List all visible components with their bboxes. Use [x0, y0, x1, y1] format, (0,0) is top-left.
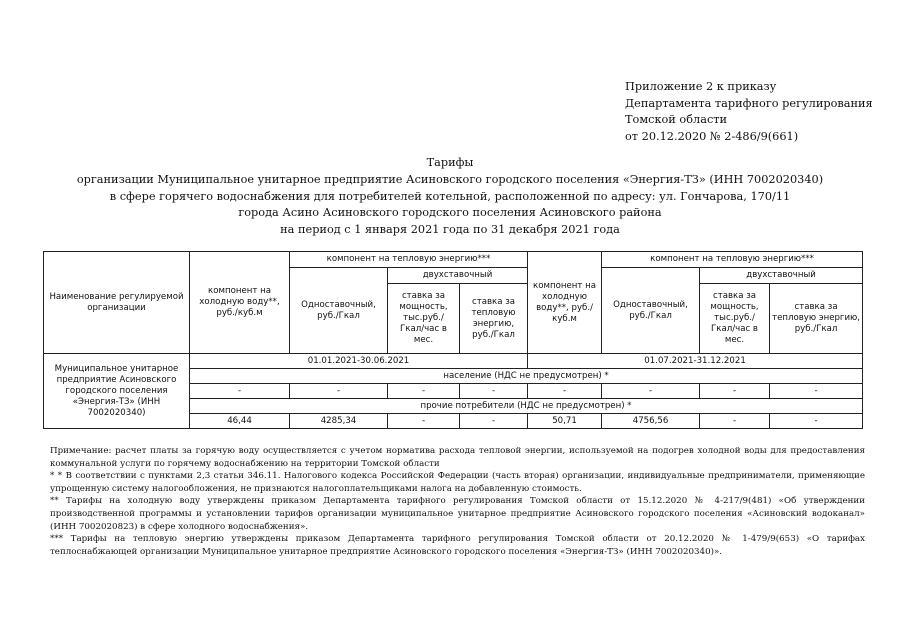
heat-energy-header-1: компонент на тепловую энергию*** [290, 252, 528, 268]
population-capacity-rate-h1: - [388, 384, 460, 399]
note-vat: * * В соответствии с пунктами 2,3 статьи 346.11. Налогового кодекса Российской Федерации (часть вторая) организации, индивидуальные предприниматели, применяющие упрощенную систему налогообложения, не признаются налогоплательщиками налога на добавленную стоимость. [50, 471, 865, 494]
capacity-rate-header-1: ставка за мощность, тыс.руб./ Гкал/час в мес. [388, 284, 460, 354]
org-column-header: Наименование регулируемой организации [44, 252, 190, 354]
note-cold-water: ** Тарифы на холодную воду утверждены приказом Департамента тарифного регулирования Томской области от 15.12.2020 № 4-217/9(481) «Об утверждении производственной программы и установлении тарифов организации муниципальное унитарное предприятие Асиновского городского поселения «Асиновский водоканал» (ИНН 7002020823) в сфере холодного водоснабжения». [50, 496, 865, 532]
population-capacity-rate-h2: - [700, 384, 770, 399]
heat-energy-header-2: компонент на тепловую энергию*** [602, 252, 863, 268]
other-single-rate-h1: 4285,34 [290, 414, 388, 429]
period-first-half: 01.01.2021-30.06.2021 [190, 354, 528, 369]
two-rate-header-2: двухставочный [700, 268, 863, 284]
population-single-rate-h1: - [290, 384, 388, 399]
energy-rate-header-2: ставка за тепловую энергию, руб./Гкал [770, 284, 863, 354]
population-energy-rate-h1: - [460, 384, 528, 399]
appendix-line: Приложение 2 к приказу [625, 80, 777, 93]
title-scope: в сфере горячего водоснабжения для потребителей котельной, расположенной по адресу: ул. Гончарова, 170/11 [109, 189, 791, 203]
appendix-line: Департамента тарифного регулирования [625, 96, 873, 110]
cold-water-header-2: компонент на холодную воду**, руб./куб.м [528, 252, 602, 354]
group-population: население (НДС не предусмотрен) * [190, 369, 863, 384]
tariff-table [43, 251, 863, 429]
note-main: Примечание: расчет платы за горячую воду осуществляется с учетом норматива расхода тепловой энергии, используемой на подогрев холодной воды для предоставления коммунальной услуги по горячему водоснабжению на территории Томской области [50, 446, 865, 469]
other-energy-rate-h1: - [460, 414, 528, 429]
other-single-rate-h2: 4756,56 [602, 414, 700, 429]
period-second-half: 01.07.2021-31.12.2021 [528, 354, 863, 369]
cold-water-header-1: компонент на холодную воду**, руб./куб.м [190, 252, 290, 354]
other-capacity-rate-h2: - [700, 414, 770, 429]
single-rate-header-2: Одноставочный, руб./Гкал [602, 268, 700, 354]
group-other-consumers: прочие потребители (НДС не предусмотрен) * [190, 399, 863, 414]
title-organization: организации Муниципальное унитарное предприятие Асиновского городского поселения «Энергия-ТЗ» (ИНН 7002020340) [76, 172, 824, 186]
two-rate-header-1: двухставочный [388, 268, 528, 284]
capacity-rate-header-2: ставка за мощность, тыс.руб./ Гкал/час в мес. [700, 284, 770, 354]
organization-name-cell: Муниципальное унитарное предприятие Асиновского городского поселения «Энергия-ТЗ» (ИНН 7002020340) [44, 354, 190, 429]
other-cold-water-h2: 50,71 [528, 414, 602, 429]
population-single-rate-h2: - [602, 384, 700, 399]
title-heading: Тарифы [426, 156, 474, 169]
title-city: города Асино Асиновского городского поселения Асиновского района [238, 206, 662, 220]
appendix-block [625, 79, 873, 145]
appendix-line: Томской области [625, 113, 728, 126]
title-period: на период с 1 января 2021 года по 31 декабря 2021 года [280, 223, 620, 237]
notes-block [50, 445, 865, 558]
population-cold-water-h2: - [528, 384, 602, 399]
population-cold-water-h1: - [190, 384, 290, 399]
energy-rate-header-1: ставка за тепловую энергию, руб./Гкал [460, 284, 528, 354]
single-rate-header-1: Одноставочный, руб./Гкал [290, 268, 388, 354]
other-cold-water-h1: 46,44 [190, 414, 290, 429]
other-capacity-rate-h1: - [388, 414, 460, 429]
population-energy-rate-h2: - [770, 384, 863, 399]
appendix-order-number: от 20.12.2020 № 2-486/9(661) [625, 129, 799, 143]
note-heat-energy: *** Тарифы на тепловую энергию утверждены приказом Департамента тарифного регулирования Томской области от 20.12.2020 № 1-479/9(653) «О тарифах теплоснабжающей организации Муниципальное унитарное предприятие Асиновского городского поселения «Энергия-ТЗ» (ИНН 7002020340)». [50, 534, 865, 557]
document-title [40, 155, 860, 239]
other-energy-rate-h2: - [770, 414, 863, 429]
